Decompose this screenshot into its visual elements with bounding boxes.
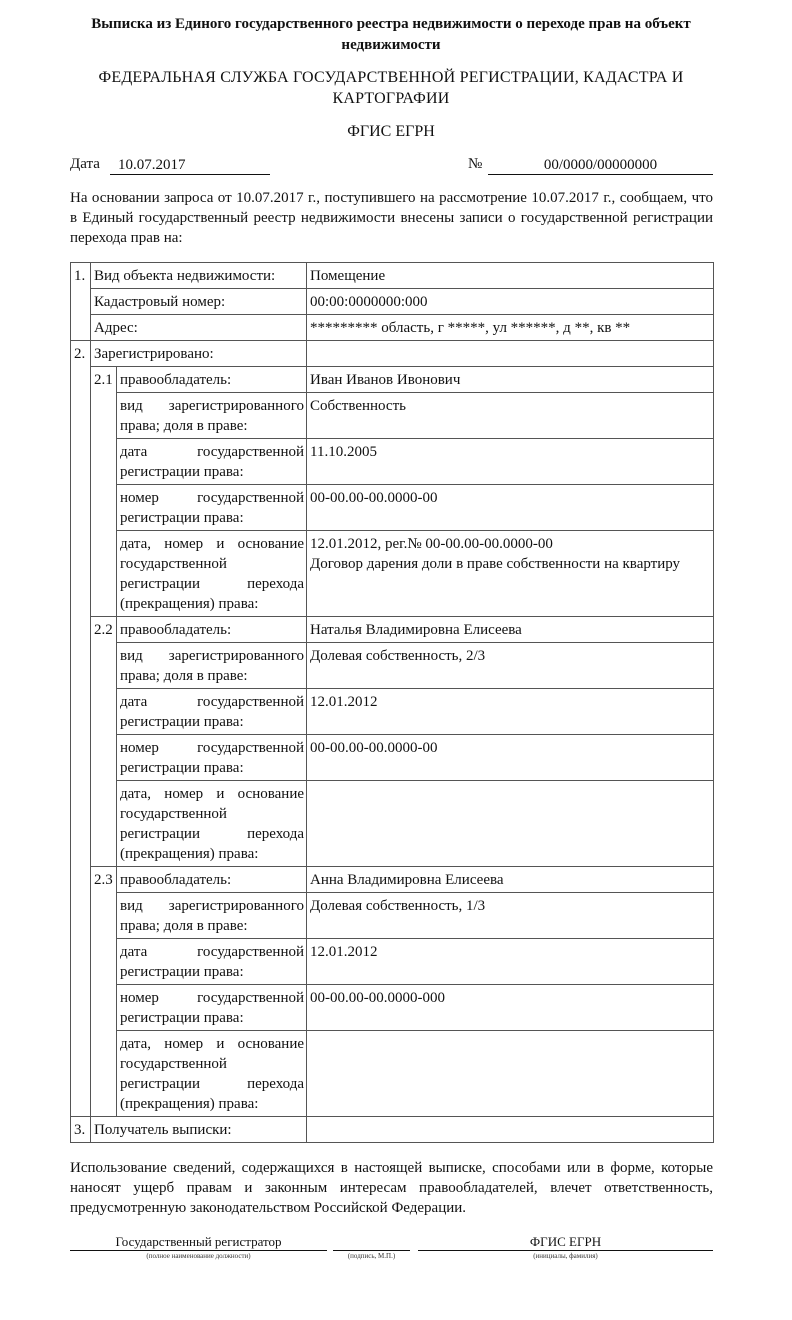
address-value: ********* область, г *****, ул ******, д **, кв ** — [307, 315, 714, 341]
recipient-label: Получатель выписки: — [91, 1117, 307, 1143]
registration-date-label: дата государственной регистрации права: — [117, 689, 307, 735]
table-row — [71, 531, 714, 617]
table-row — [71, 315, 714, 341]
registration-number-value: 00-00.00-00.0000-000 — [307, 985, 714, 1031]
registrar-position: Государственный регистратор — [70, 1234, 327, 1251]
table-row — [71, 867, 714, 893]
signature-block — [333, 1234, 410, 1261]
table-row — [71, 939, 714, 985]
registration-number-label: номер государственной регистрации права: — [117, 485, 307, 531]
registration-number-label: номер государственной регистрации права: — [117, 735, 307, 781]
registered-value — [307, 341, 714, 367]
registrar-name-caption: (инициалы, фамилия) — [533, 1252, 598, 1260]
table-row — [71, 341, 714, 367]
recipient-value — [307, 1117, 714, 1143]
registrar-name: ФГИС ЕГРН — [418, 1234, 713, 1251]
table-row — [71, 289, 714, 315]
date-value: 10.07.2017 — [110, 156, 270, 175]
registration-number-value: 00-00.00-00.0000-00 — [307, 485, 714, 531]
holder-number: 2.1 — [91, 367, 117, 617]
holder-label: правообладатель: — [117, 617, 307, 643]
table-row — [71, 263, 714, 289]
system-name: ФГИС ЕГРН — [347, 123, 435, 140]
right-type-label: вид зарегистрированного права; доля в праве: — [117, 643, 307, 689]
holder-value: Наталья Владимировна Елисеева — [307, 617, 714, 643]
transfer-basis-value — [307, 531, 714, 617]
table-row — [71, 485, 714, 531]
right-type-label: вид зарегистрированного права; доля в праве: — [117, 893, 307, 939]
date-label: Дата — [70, 156, 100, 172]
section-number: 2. — [71, 341, 91, 1117]
registration-date-value: 11.10.2005 — [307, 439, 714, 485]
table-row — [71, 393, 714, 439]
cadastral-value: 00:00:0000000:000 — [307, 289, 714, 315]
table-row — [71, 1031, 714, 1117]
right-type-value: Собственность — [307, 393, 714, 439]
object-type-value: Помещение — [307, 263, 714, 289]
table-row — [71, 617, 714, 643]
registered-label: Зарегистрировано: — [91, 341, 307, 367]
holder-label: правообладатель: — [117, 867, 307, 893]
transfer-basis-value — [307, 781, 714, 867]
holder-value: Иван Иванов Ивонович — [307, 367, 714, 393]
transfer-basis-label: дата, номер и основание государственной регистрации перехода (прекращения) права: — [117, 531, 307, 617]
holder-label: правообладатель: — [117, 367, 307, 393]
registrar-position-caption: (полное наименование должности) — [146, 1252, 251, 1260]
registrar-position-block — [70, 1234, 327, 1261]
registration-date-label: дата государственной регистрации права: — [117, 939, 307, 985]
transfer-basis-label: дата, номер и основание государственной регистрации перехода (прекращения) права: — [117, 781, 307, 867]
right-type-label: вид зарегистрированного права; доля в праве: — [117, 393, 307, 439]
registration-date-label: дата государственной регистрации права: — [117, 439, 307, 485]
right-type-value: Долевая собственность, 2/3 — [307, 643, 714, 689]
transfer-basis-line: Договор дарения доли в праве собственности на квартиру — [310, 556, 681, 572]
section-number: 1. — [71, 263, 91, 341]
registration-date-value: 12.01.2012 — [307, 689, 714, 735]
table-row — [71, 367, 714, 393]
section-number: 3. — [71, 1117, 91, 1143]
transfer-basis-line: 12.01.2012, рег.№ 00-00.00-00.0000-00 — [310, 536, 553, 552]
records-table — [70, 262, 714, 1143]
table-row — [71, 735, 714, 781]
agency-name: ФЕДЕРАЛЬНАЯ СЛУЖБА ГОСУДАРСТВЕННОЙ РЕГИСТРАЦИИ, КАДАСТРА И КАРТОГРАФИИ — [98, 69, 684, 107]
registration-date-value: 12.01.2012 — [307, 939, 714, 985]
number-label: № — [468, 156, 483, 172]
signature-line — [333, 1234, 410, 1251]
registrar-name-block — [418, 1234, 713, 1261]
table-row — [71, 781, 714, 867]
registration-number-label: номер государственной регистрации права: — [117, 985, 307, 1031]
document-title: Выписка из Единого государственного реестра недвижимости о переходе прав на объект недвижимости — [91, 16, 691, 53]
table-row — [71, 439, 714, 485]
date-number-row — [70, 156, 713, 178]
registration-number-value: 00-00.00-00.0000-00 — [307, 735, 714, 781]
table-row — [71, 643, 714, 689]
holder-number: 2.2 — [91, 617, 117, 867]
holder-number: 2.3 — [91, 867, 117, 1117]
transfer-basis-label: дата, номер и основание государственной регистрации перехода (прекращения) права: — [117, 1031, 307, 1117]
transfer-basis-value — [307, 1031, 714, 1117]
number-value: 00/0000/00000000 — [488, 156, 713, 175]
table-row — [71, 689, 714, 735]
table-row — [71, 985, 714, 1031]
table-row — [71, 1117, 714, 1143]
table-row — [71, 893, 714, 939]
object-type-label: Вид объекта недвижимости: — [91, 263, 307, 289]
signature-caption: (подпись, М.П.) — [347, 1252, 396, 1260]
intro-paragraph: На основании запроса от 10.07.2017 г., поступившего на рассмотрение 10.07.2017 г., сообщаем, что в Единый государственный реестр недвижимости внесены записи о государственной регистрации перехода прав на: — [70, 190, 713, 246]
address-label: Адрес: — [91, 315, 307, 341]
usage-notice: Использование сведений, содержащихся в настоящей выписке, способами или в форме, которые наносят ущерб правам и законным интересам правообладателей, влечет ответственность, предусмотренную законодательством Российской Федерации. — [70, 1160, 713, 1216]
cadastral-label: Кадастровый номер: — [91, 289, 307, 315]
right-type-value: Долевая собственность, 1/3 — [307, 893, 714, 939]
holder-value: Анна Владимировна Елисеева — [307, 867, 714, 893]
